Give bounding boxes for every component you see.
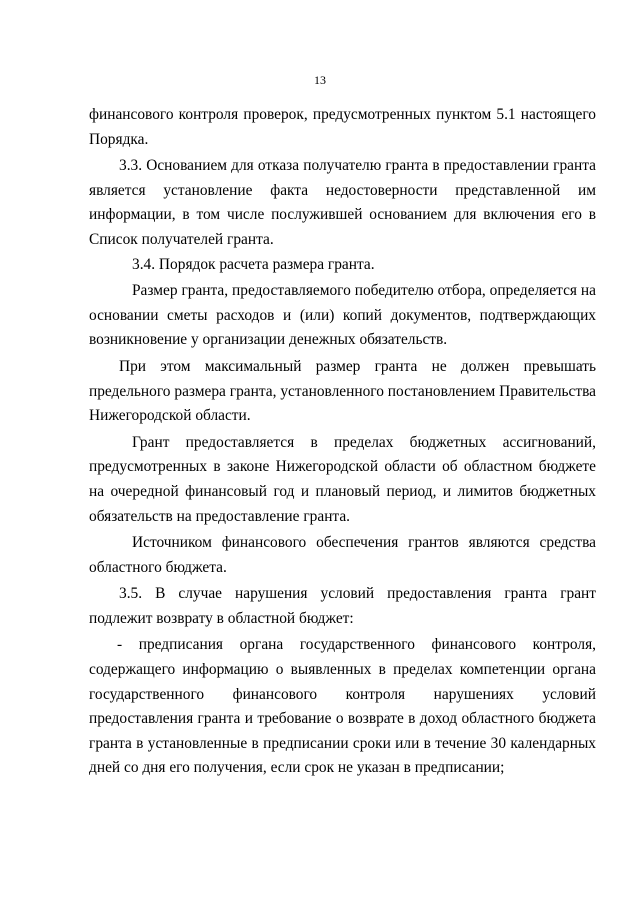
paragraph-funding-source: Источником финансового обеспечения грантов являются средства областного бюджета. xyxy=(89,534,596,576)
paragraph-3-4: 3.4. Порядок расчета размера гранта. xyxy=(132,255,375,273)
paragraph-grant-size: Размер гранта, предоставляемого победителю отбора, определяется на основании сметы расходов и (или) копий документов, подтверждающих возникновение у организации денежных обязательств. xyxy=(89,282,596,349)
document-body xyxy=(89,103,596,781)
paragraph-list-item-prescription: - предписания органа государственного финансового контроля, содержащего информацию о выявленных в пределах компетенции органа государственного финансового контроля нарушениях условий предоставления гранта и требование о возврате в доход областного бюджета гранта в установленные в предписании сроки или в течение 30 календарных дней со дня его получения, если срок не указан в предписании; xyxy=(89,636,596,777)
paragraph-3-3: 3.3. Основанием для отказа получателю гранта в предоставлении гранта является установление факта недостоверности представленной им информации, в том числе послужившей основанием для включения его в Список получателей гранта. xyxy=(89,157,596,248)
paragraph-budget-limits: Грант предоставляется в пределах бюджетных ассигнований, предусмотренных в законе Нижегородской области об областном бюджете на очередной финансовый год и плановый период, и лимитов бюджетных обязательств на предоставление гранта. xyxy=(89,433,596,525)
page-number: 13 xyxy=(314,73,326,87)
paragraph-max-grant: При этом максимальный размер гранта не должен превышать предельного размера гранта, установленного постановлением Правительства Нижегородской области. xyxy=(89,357,596,425)
paragraph-3-5: 3.5. В случае нарушения условий предоставления гранта грант подлежит возврату в областной бюджет: xyxy=(89,585,596,627)
paragraph-continuation: финансового контроля проверок, предусмотренных пунктом 5.1 настоящего Порядка. xyxy=(89,106,596,148)
